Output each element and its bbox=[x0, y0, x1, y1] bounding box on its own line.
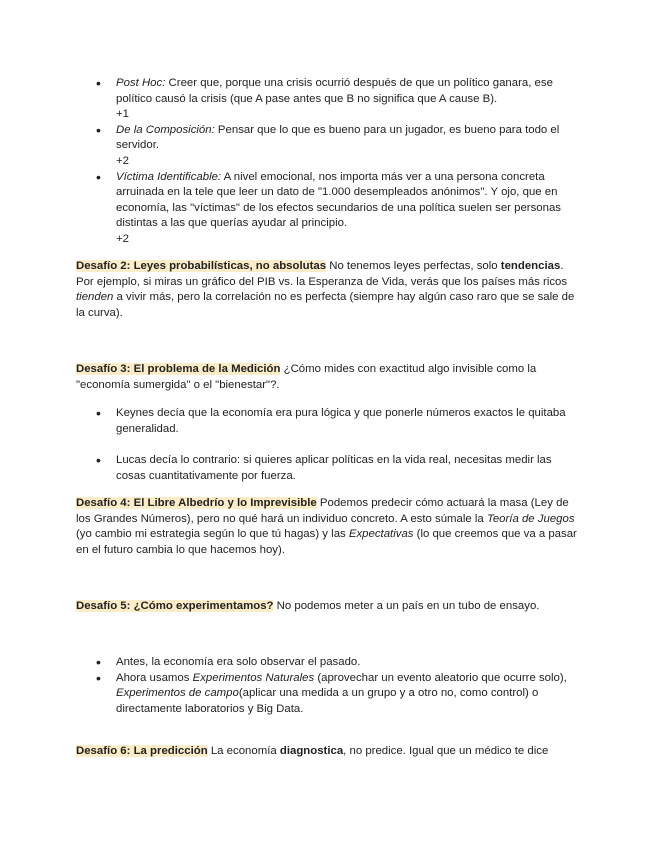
challenge-3-list bbox=[96, 406, 581, 437]
challenge-4-title: Desafío 4: El Libre Albedrío y lo Imprevisible bbox=[76, 497, 317, 509]
list-item: • Keynes decía que la economía era pura lógica y que ponerle números exactos le quitaba generalidad. bbox=[96, 406, 581, 437]
challenge-6-title: Desafío 6: La predicción bbox=[76, 745, 208, 757]
challenge-5-list bbox=[96, 655, 581, 717]
list-item: • Post Hoc: Creer que, porque una crisis ocurrió después de que un político ganara, ese político causó la crisis (que A pase antes que B no significa que A cause B). +1 bbox=[96, 76, 581, 123]
challenge-6: Desafío 6: La predicción La economía diagnostica, no predice. Igual que un médico te dice bbox=[76, 745, 549, 757]
challenge-5-title: Desafío 5: ¿Cómo experimentamos? bbox=[76, 600, 274, 612]
fallacies-list bbox=[96, 76, 581, 248]
list-item: • Ahora usamos Experimentos Naturales (aprovechar un evento aleatorio que ocurre solo), Experimentos de campo(aplicar una medida a un grupo y a otro no, como control) o directamente laboratorios y Big Data. bbox=[96, 671, 581, 718]
list-item: • Antes, la economía era solo observar el pasado. bbox=[96, 655, 581, 671]
list-item: • De la Composición: Pensar que lo que es bueno para un jugador, es bueno para todo el servidor. +2 bbox=[96, 123, 581, 170]
list-item: • Víctima Identificable: A nivel emocional, nos importa más ver a una persona concreta arruinada en la tele que leer un dato de "1.000 desempleados anónimos". Y ojo, que en economía, las "víctimas" de los efectos secundarios de una política suelen ser personas distintas a las que querías ayudar al principio. +2 bbox=[96, 170, 581, 248]
challenge-2-title: Desafío 2: Leyes probabilísticas, no absolutas bbox=[76, 260, 327, 272]
list-item: • Lucas decía lo contrario: si quieres aplicar políticas en la vida real, necesitas medir las cosas cuantitativamente por fuerza. bbox=[96, 453, 581, 484]
challenge-2: Desafío 2: Leyes probabilísticas, no absolutas No tenemos leyes perfectas, solo tendencias. Por ejemplo, si miras un gráfico del PIB vs. la Esperanza de Vida, verás que los países más ricos tienden a vivir más, pero la correlación no es perfecta (siempre hay algún caso raro que se sale de la curva). bbox=[76, 260, 575, 319]
challenge-4: Desafío 4: El Libre Albedrío y lo Imprevisible Podemos predecir cómo actuará la masa (Ley de los Grandes Números), pero no qué hará un individuo concreto. A esto súmale la Teoría de Juegos (yo cambio mi estrategia según lo que tú hagas) y las Expectativas (lo que creemos que va a pasar en el futuro cambia lo que hacemos hoy). bbox=[76, 497, 577, 556]
challenge-5: Desafío 5: ¿Cómo experimentamos? No podemos meter a un país en un tubo de ensayo. bbox=[76, 600, 540, 612]
challenge-3-list-2 bbox=[96, 453, 581, 484]
challenge-3-title: Desafío 3: El problema de la Medición bbox=[76, 363, 281, 375]
challenge-3: Desafío 3: El problema de la Medición ¿Cómo mides con exactitud algo invisible como la "economía sumergida" o el "bienestar"?. bbox=[76, 363, 537, 391]
